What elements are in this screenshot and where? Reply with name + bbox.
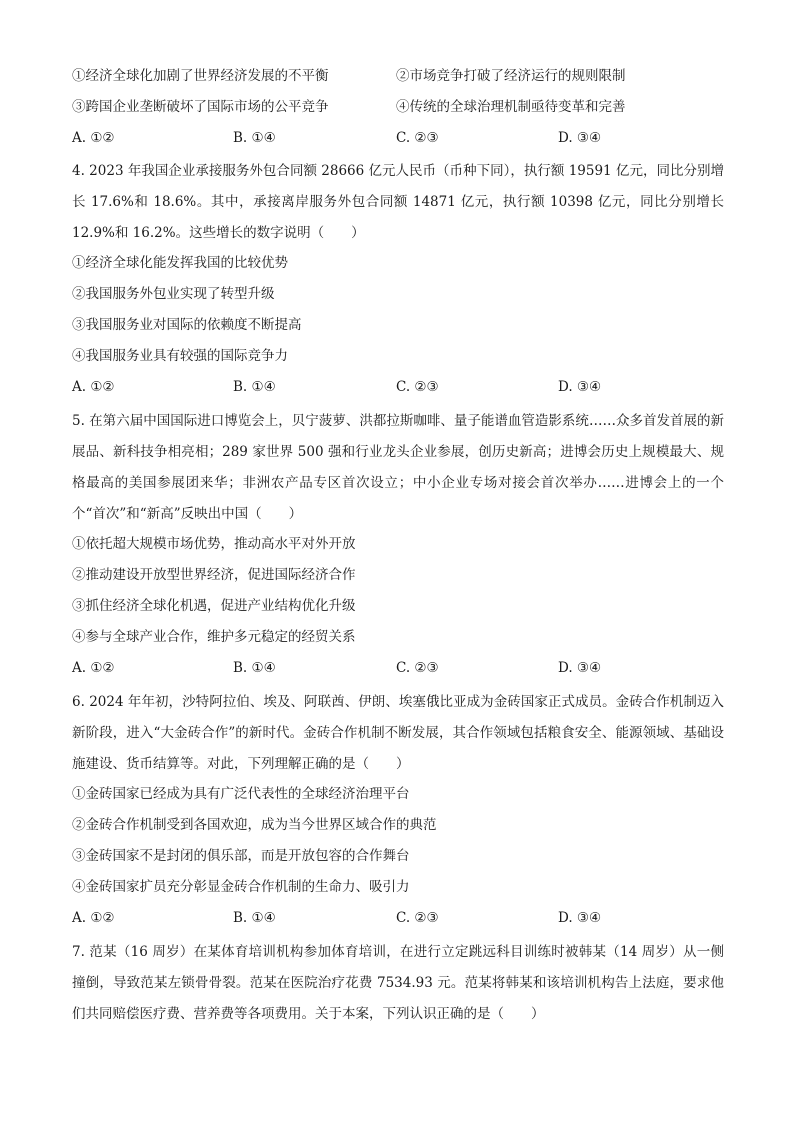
q6-choices	[72, 908, 724, 928]
choice-d: D. ③④	[558, 660, 602, 676]
q7-stem: 7. 范某（16 周岁）在某体育培训机构参加体育培训，在进行立定跳远科目训练时被韩某（14 周岁）从一侧撞倒，导致范某左锁骨骨裂。范某在医院治疗花费 7534.93 元。范某将韩某和该培训机构告上法庭，要求他们共同赔偿医疗费、营养费等各项费用。关于本案，下列认识正确的是（ ）	[72, 944, 724, 1022]
q4-option-1: ①经济全球化能发挥我国的比较优势	[72, 255, 288, 271]
q6-option-1: ①金砖国家已经成为具有广泛代表性的全球经济治理平台	[72, 786, 410, 802]
q5-choices	[72, 658, 724, 678]
choice-b: B. ①④	[233, 379, 276, 395]
choice-d: D. ③④	[558, 910, 602, 926]
q4-option-4: ④我国服务业具有较强的国际竞争力	[72, 348, 288, 364]
q6-option-4: ④金砖国家扩员充分彰显金砖合作机制的生命力、吸引力	[72, 879, 410, 895]
q3-option-4: ④传统的全球治理机制亟待变革和完善	[396, 99, 626, 115]
choice-a: A. ①②	[72, 660, 115, 676]
choice-c: C. ②③	[396, 130, 439, 146]
choice-a: A. ①②	[72, 379, 115, 395]
choice-d: D. ③④	[558, 130, 602, 146]
q5-stem: 5. 在第六届中国国际进口博览会上，贝宁菠萝、洪都拉斯咖啡、量子能谱血管造影系统……众多首发首展的新展品、新科技争相亮相；289 家世界 500 强和行业龙头企业参展，创历史新高；进博会历史上规模最大、规格最高的美国参展团来华；非洲农产品专区首次设立；中小企业专场对接会首次举办……进博会上的一个个“首次”和“新高”反映出中国（ ）	[72, 413, 724, 522]
q3-options-row-2	[72, 97, 724, 117]
q5-option-1: ①依托超大规模市场优势，推动高水平对外开放	[72, 536, 356, 552]
choice-b: B. ①④	[233, 660, 276, 676]
q6-option-3: ③金砖国家不是封闭的俱乐部，而是开放包容的合作舞台	[72, 848, 410, 864]
q6-option-2: ②金砖合作机制受到各国欢迎，成为当今世界区域合作的典范	[72, 817, 437, 833]
q3-options-row-1	[72, 66, 724, 86]
choice-d: D. ③④	[558, 379, 602, 395]
choice-a: A. ①②	[72, 130, 115, 146]
choice-b: B. ①④	[233, 910, 276, 926]
choice-b: B. ①④	[233, 130, 276, 146]
q6-stem: 6. 2024 年年初，沙特阿拉伯、埃及、阿联酋、伊朗、埃塞俄比亚成为金砖国家正式成员。金砖合作机制迈入新阶段，进入“大金砖合作”的新时代。金砖合作机制不断发展，其合作领域包括粮食安全、能源领域、基础设施建设、货币结算等。对此，下列理解正确的是（ ）	[72, 694, 724, 772]
q3-choices	[72, 128, 724, 148]
q5-option-3: ③抓住经济全球化机遇，促进产业结构优化升级	[72, 598, 356, 614]
q4-choices	[72, 377, 724, 397]
q5-option-4: ④参与全球产业合作，维护多元稳定的经贸关系	[72, 629, 356, 645]
choice-c: C. ②③	[396, 379, 439, 395]
q4-option-3: ③我国服务业对国际的依赖度不断提高	[72, 317, 302, 333]
q4-option-2: ②我国服务外包业实现了转型升级	[72, 286, 275, 302]
choice-a: A. ①②	[72, 910, 115, 926]
q3-option-3: ③跨国企业垄断破坏了国际市场的公平竞争	[72, 99, 329, 115]
choice-c: C. ②③	[396, 910, 439, 926]
q4-stem: 4. 2023 年我国企业承接服务外包合同额 28666 亿元人民币（币种下同），执行额 19591 亿元，同比分别增长 17.6%和 18.6%。其中，承接离岸服务外包合同额 14871 亿元，执行额 10398 亿元，同比分别增长 12.9%和 16.2%。这些增长的数字说明（ ）	[72, 163, 724, 241]
choice-c: C. ②③	[396, 660, 439, 676]
q5-option-2: ②推动建设开放型世界经济，促进国际经济合作	[72, 567, 356, 583]
q3-option-2: ②市场竞争打破了经济运行的规则限制	[396, 68, 626, 84]
q3-option-1: ①经济全球化加剧了世界经济发展的不平衡	[72, 68, 329, 84]
